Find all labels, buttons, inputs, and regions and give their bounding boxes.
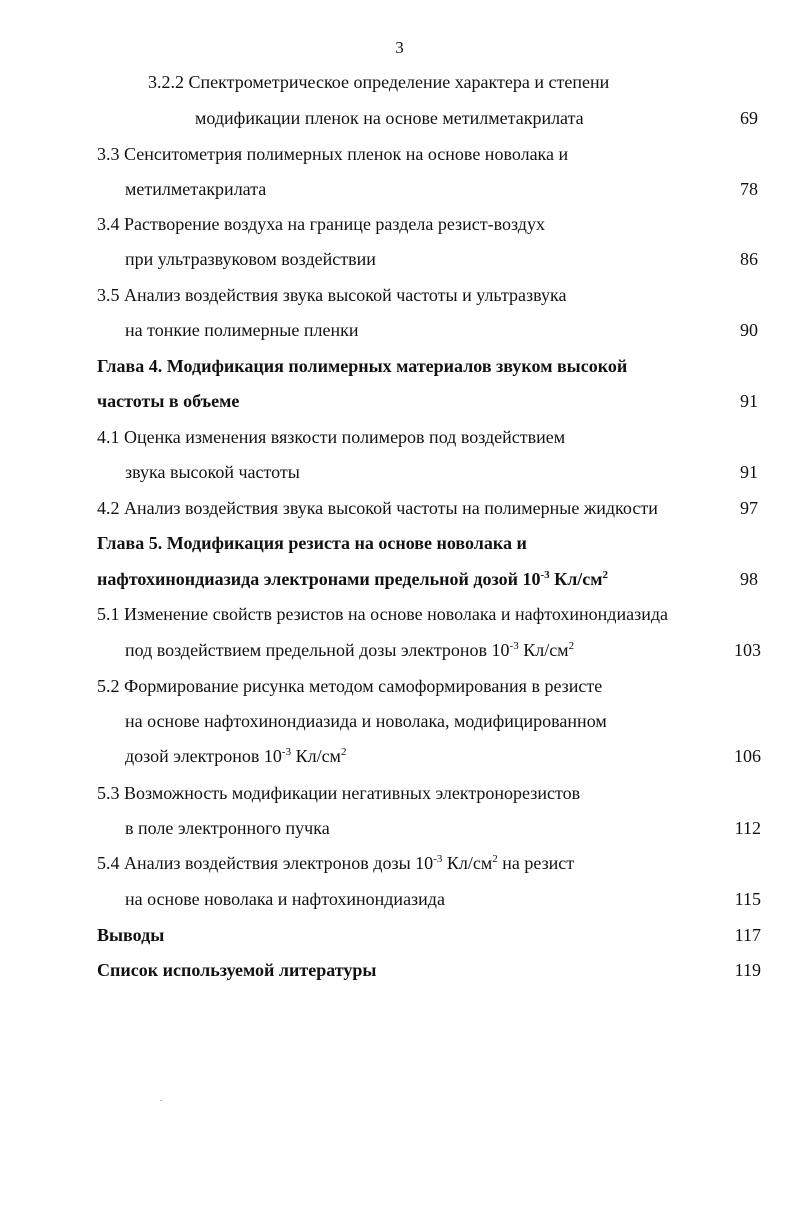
exponent: -3 — [540, 569, 550, 581]
toc-page-number: 91 — [740, 391, 758, 411]
exponent: -3 — [433, 853, 443, 865]
unit: Кл/см — [518, 640, 569, 660]
toc-page-number: 98 — [740, 569, 758, 589]
toc-chapter-title: Глава 4. Модификация полимерных материалов звуком высокой — [97, 356, 628, 376]
unit: Кл/см — [549, 569, 603, 589]
exponent: -3 — [281, 746, 292, 758]
toc-chapter-title — [97, 568, 608, 590]
toc-entry-text: на основе новолака и нафтохинондиазида — [125, 889, 445, 909]
toc-entry-text: 5.3 Возможность модификации негативных электронорезистов — [97, 783, 581, 803]
toc-entry-text: на тонкие полимерные пленки — [125, 320, 359, 340]
toc-page-number: 119 — [734, 960, 761, 980]
toc-chapter-title: Список используемой литературы — [97, 960, 377, 980]
toc-chapter-title: Выводы — [97, 925, 165, 945]
toc-page-number: 78 — [740, 179, 758, 199]
toc-page-number: 90 — [740, 320, 758, 340]
toc-text: нафтохинондиазида электронами предельной дозой 10 — [97, 569, 541, 589]
toc-page-number: 106 — [734, 746, 761, 766]
toc-entry-text: 3.2.2 Спектрометрическое определение характера и степени — [148, 72, 610, 92]
unit-exponent: 2 — [340, 746, 347, 758]
page-number: 3 — [395, 38, 404, 57]
toc-entry-text: 4.2 Анализ воздействия звука высокой частоты на полимерные жидкости — [97, 498, 658, 518]
toc-text: под воздействием предельной дозы электронов 10 — [125, 640, 510, 660]
toc-entry-text: 3.4 Растворение воздуха на границе раздела резист-воздух — [97, 214, 545, 234]
toc-entry-text: 3.3 Сенситометрия полимерных пленок на основе новолака и — [97, 144, 569, 164]
toc-entry-text: метилметакрилата — [125, 179, 267, 199]
toc-entry-text: 4.1 Оценка изменения вязкости полимеров под воздействием — [97, 427, 566, 447]
toc-entry-text — [125, 745, 346, 767]
unit-exponent: 2 — [492, 853, 498, 865]
unit: Кл/см — [291, 746, 341, 766]
exponent: -3 — [509, 640, 519, 652]
toc-entry-text: в поле электронного пучка — [125, 818, 330, 838]
toc-page-number: 103 — [734, 640, 761, 660]
toc-entry-text — [97, 852, 574, 874]
toc-chapter-title: частоты в объеме — [97, 391, 240, 411]
toc-page-number: 117 — [734, 925, 761, 945]
toc-text: на резист — [497, 853, 575, 873]
toc-entry-text: 3.5 Анализ воздействия звука высокой частоты и ультразвука — [97, 285, 567, 305]
toc-entry-text: звука высокой частоты — [125, 462, 300, 482]
toc-entry-text: 5.2 Формирование рисунка методом самоформирования в резисте — [97, 676, 603, 696]
toc-page-number: 115 — [734, 889, 761, 909]
toc-chapter-title: Глава 5. Модификация резиста на основе новолака и — [97, 533, 527, 553]
toc-entry-text: модификации пленок на основе метилметакрилата — [195, 108, 584, 128]
toc-page-number: 69 — [740, 108, 758, 128]
unit: Кл/см — [442, 853, 493, 873]
unit-exponent: 2 — [568, 640, 575, 652]
toc-entry-text: на основе нафтохинондиазида и новолака, модифицированном — [125, 711, 607, 731]
toc-page-number: 112 — [734, 818, 761, 838]
toc-entry-text: 5.1 Изменение свойств резистов на основе новолака и нафтохинондиазида — [97, 604, 668, 624]
scan-speck — [160, 1100, 162, 1101]
toc-text: 5.4 Анализ воздействия электронов дозы 10 — [97, 853, 434, 873]
toc-page-number: 86 — [740, 249, 758, 269]
toc-entry-text: при ультразвуковом воздействии — [125, 249, 376, 269]
toc-page-number: 91 — [740, 462, 758, 482]
toc-text: дозой электронов 10 — [125, 746, 282, 766]
unit-exponent: 2 — [602, 569, 609, 581]
toc-entry-text — [125, 639, 574, 661]
toc-page-number: 97 — [740, 498, 758, 518]
